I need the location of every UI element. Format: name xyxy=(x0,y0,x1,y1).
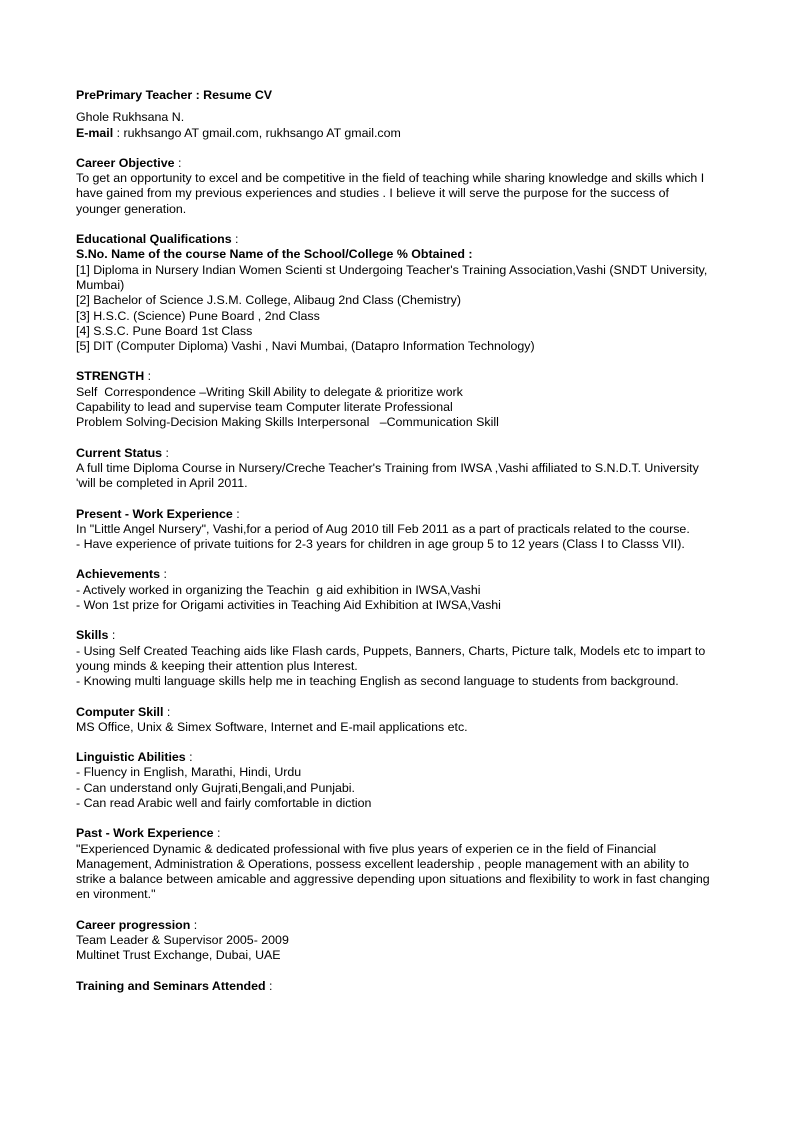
section-heading xyxy=(76,567,716,582)
section-heading xyxy=(76,628,716,643)
section-heading xyxy=(76,918,716,933)
heading-text: Linguistic Abilities xyxy=(76,750,186,765)
section-heading xyxy=(76,369,716,384)
section-heading xyxy=(76,705,716,720)
heading-text: Computer Skill xyxy=(76,704,164,719)
candidate-name: Ghole Rukhsana N. xyxy=(76,110,185,125)
section-heading xyxy=(76,446,716,461)
career-progression-line: Multinet Trust Exchange, Dubai, UAE xyxy=(76,948,281,963)
contact-block xyxy=(76,110,716,141)
heading-suffix: : xyxy=(174,155,182,170)
heading-text: Current Status xyxy=(76,445,163,460)
heading-suffix: : xyxy=(265,978,273,993)
education-item: [5] DIT (Computer Diploma) Vashi , Navi Mumbai, (Datapro Information Technology) xyxy=(76,339,535,354)
skills-paragraph: - Using Self Created Teaching aids like Flash cards, Puppets, Banners, Charts, Picture talk, Models etc to impart to young minds & keeping their attention plus Interest. xyxy=(76,643,706,673)
document-title: PrePrimary Teacher : Resume CV xyxy=(76,88,273,102)
strength-line: Capability to lead and supervise team Computer literate Professional xyxy=(76,400,453,415)
heading-suffix: : xyxy=(185,750,193,765)
career-objective-text: To get an opportunity to excel and be competitive in the field of teaching while sharing knowledge and skills which I have gained from my previous experiences and studies . I believe it will serve the purpose for the success of younger generation. xyxy=(76,171,705,216)
section-skills xyxy=(76,628,716,689)
resume-page xyxy=(76,88,716,994)
section-heading xyxy=(76,156,716,171)
heading-text: Past - Work Experience xyxy=(76,826,214,841)
linguistic-line: - Fluency in English, Marathi, Hindi, Urdu xyxy=(76,765,302,780)
heading-suffix: : xyxy=(163,704,171,719)
heading-text: Achievements xyxy=(76,567,161,582)
heading-suffix: : xyxy=(160,567,167,582)
heading-text: Skills xyxy=(76,628,109,643)
heading-text: Present - Work Experience xyxy=(76,506,233,521)
heading-suffix: : xyxy=(231,232,239,247)
heading-suffix: : xyxy=(232,506,240,521)
strength-line: Self Correspondence –Writing Skill Ability to delegate & prioritize work xyxy=(76,384,463,399)
heading-suffix: : xyxy=(162,445,169,460)
section-career-objective xyxy=(76,156,716,217)
achievement-line: - Won 1st prize for Origami activities in Teaching Aid Exhibition at IWSA,Vashi xyxy=(76,598,501,613)
linguistic-line: - Can read Arabic well and fairly comfortable in diction xyxy=(76,795,372,810)
section-present-experience xyxy=(76,507,716,553)
section-heading xyxy=(76,507,716,522)
section-career-progression xyxy=(76,918,716,964)
section-linguistic-abilities xyxy=(76,750,716,811)
email-line xyxy=(76,126,716,141)
current-status-text: A full time Diploma Course in Nursery/Creche Teacher's Training from IWSA ,Vashi affiliated to S.N.D.T. University 'will be completed in April 2011. xyxy=(76,460,699,491)
present-experience-paragraph: - Have experience of private tuitions for 2-3 years for children in age group 5 to 12 years (Class I to Classs VII). xyxy=(76,537,685,552)
strength-line: Problem Solving-Decision Making Skills Interpersonal –Communication Skill xyxy=(76,415,499,430)
section-education xyxy=(76,232,716,354)
achievement-line: - Actively worked in organizing the Teachin g aid exhibition in IWSA,Vashi xyxy=(76,582,481,597)
present-experience-paragraph: In "Little Angel Nursery", Vashi,for a period of Aug 2010 till Feb 2011 as a part of practicals related to the course. xyxy=(76,521,690,536)
email-label: E-mail xyxy=(76,125,114,140)
heading-text: Training and Seminars Attended xyxy=(76,978,266,993)
section-achievements xyxy=(76,567,716,613)
section-computer-skill xyxy=(76,705,716,736)
heading-suffix: : xyxy=(190,917,198,932)
education-item: [3] H.S.C. (Science) Pune Board , 2nd Class xyxy=(76,308,320,323)
career-progression-line: Team Leader & Supervisor 2005- 2009 xyxy=(76,933,289,948)
linguistic-line: - Can understand only Gujrati,Bengali,and Punjabi. xyxy=(76,780,355,795)
section-strength xyxy=(76,369,716,430)
section-training xyxy=(76,979,716,994)
education-item: [4] S.S.C. Pune Board 1st Class xyxy=(76,323,253,338)
heading-text: Career progression xyxy=(76,917,191,932)
education-columns-line: S.No. Name of the course Name of the School/College % Obtained : xyxy=(76,247,473,262)
education-item: [2] Bachelor of Science J.S.M. College, Alibaug 2nd Class (Chemistry) xyxy=(76,293,461,308)
heading-text: Career Objective xyxy=(76,155,175,170)
email-value: : rukhsango AT gmail.com, rukhsango AT gmail.com xyxy=(113,125,401,140)
heading-text: Educational Qualifications xyxy=(76,232,232,247)
section-heading xyxy=(76,232,716,247)
heading-suffix: : xyxy=(213,826,221,841)
heading-suffix: : xyxy=(108,628,116,643)
heading-text: STRENGTH xyxy=(76,369,145,384)
education-item: [1] Diploma in Nursery Indian Women Scienti st Undergoing Teacher's Training Association,Vashi (SNDT University, Mumbai) xyxy=(76,262,708,292)
section-heading xyxy=(76,750,716,765)
past-experience-text: "Experienced Dynamic & dedicated professional with five plus years of experien ce in the field of Financial Management, Administration & Operations, possess excellent leadership , people management with an ability to strike a balance between amicable and aggressive depending upon situations and flexibility to work in fast changing en vironment." xyxy=(76,841,710,902)
section-heading xyxy=(76,979,716,994)
section-past-experience xyxy=(76,826,716,902)
section-heading xyxy=(76,826,716,841)
heading-suffix: : xyxy=(144,369,152,384)
section-current-status xyxy=(76,446,716,492)
skills-paragraph: - Knowing multi language skills help me in teaching English as second language to students from background. xyxy=(76,674,679,689)
computer-skill-text: MS Office, Unix & Simex Software, Internet and E-mail applications etc. xyxy=(76,719,468,734)
